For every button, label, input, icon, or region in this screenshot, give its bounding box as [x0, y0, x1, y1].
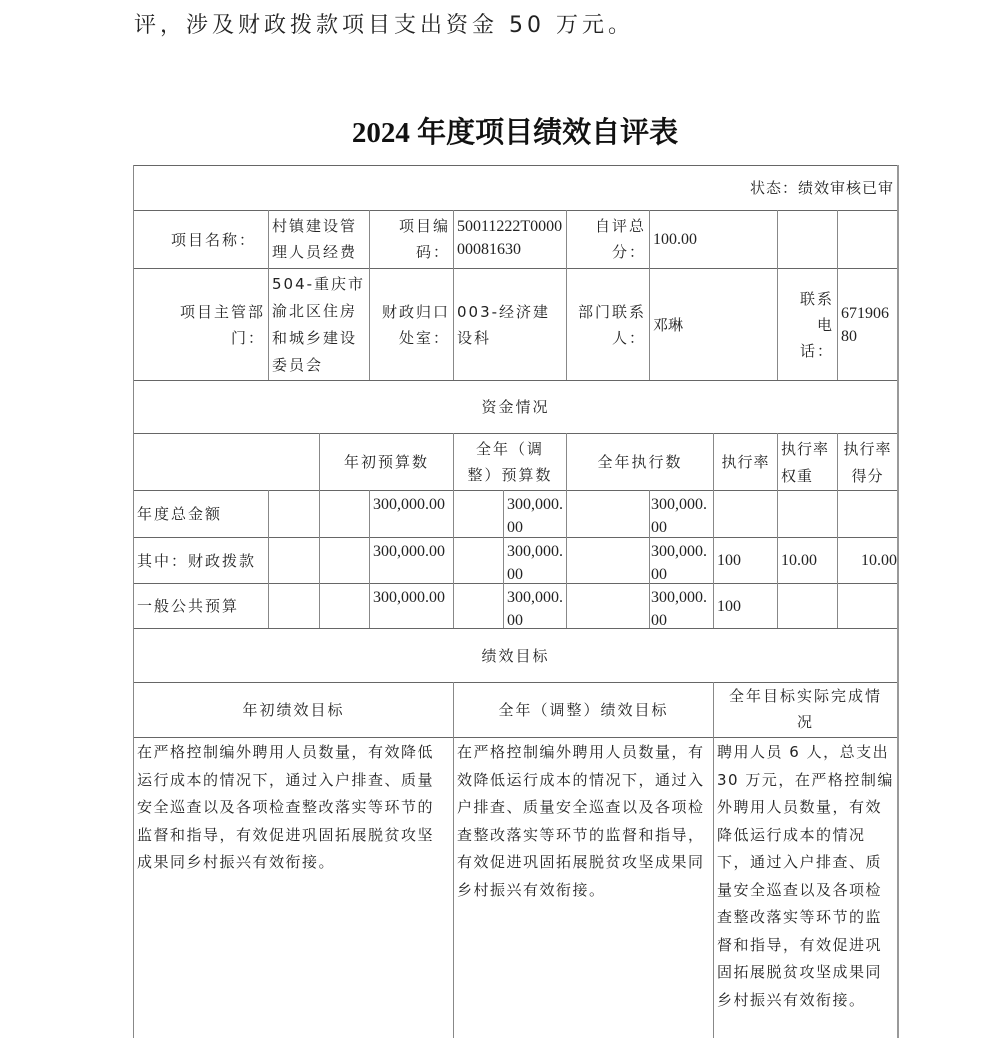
- self-score-value: 100.00: [653, 231, 697, 248]
- project-name-label: 项目名称：: [170, 230, 256, 249]
- funds-initial-value: 300,000.00: [373, 589, 445, 606]
- contact-value: 邓琳: [653, 315, 684, 334]
- funds-adjusted-value: 300,000.00: [507, 496, 563, 536]
- finance-office-label: 财政归口处室：: [381, 302, 450, 347]
- funds-section-title: 资金情况: [481, 398, 550, 416]
- funds-executed-value: 300,000.00: [651, 496, 707, 536]
- goals-header-actual: 全年目标实际完成情况: [728, 687, 882, 731]
- finance-office-value: 003-经济建设科: [457, 302, 551, 347]
- funds-executed-value: 300,000.00: [651, 589, 707, 628]
- funds-rate-value: 100: [717, 597, 741, 615]
- dept-value: 504-重庆市渝北区住房和城乡建设委员会: [272, 275, 366, 374]
- funds-adjusted-value: 300,000.00: [507, 589, 563, 628]
- goals-header-initial: 年初绩效目标: [242, 701, 345, 719]
- divider: [453, 490, 454, 628]
- phone-value: 67190680: [841, 304, 889, 345]
- goals-adjusted-text: 在严格控制编外聘用人员数量，有效降低运行成本的情况下，通过入户排查、质量安全巡查以及各项检查整改落实等环节的监督和指导，有效促进巩固拓展脱贫攻坚成果同乡村振兴有效衔接。: [457, 743, 705, 899]
- divider: [319, 490, 320, 628]
- funds-row-label: 年度总金额: [137, 505, 223, 523]
- funds-header-score: 执行率得分: [843, 440, 892, 485]
- phone-label: 联系电话：: [799, 289, 834, 360]
- page-title: 2024 年度项目绩效自评表: [351, 117, 679, 149]
- project-name-value: 村镇建设管理人员经费: [272, 217, 358, 261]
- funds-weight-value: 10.00: [781, 552, 817, 569]
- self-score-label: 自评总分：: [594, 217, 646, 261]
- goals-initial-text: 在严格控制编外聘用人员数量，有效降低运行成本的情况下，通过入户排查、质量安全巡查以及各项检查整改落实等环节的监督和指导，有效促进巩固拓展脱贫攻坚成果同乡村振兴有效衔接。: [137, 743, 435, 871]
- funds-header-adjusted: 全年（调整）预算数: [467, 440, 553, 484]
- funds-header-rate: 执行率: [721, 453, 770, 471]
- funds-header-executed: 全年执行数: [597, 453, 683, 471]
- divider: [897, 165, 899, 1038]
- funds-initial-value: 300,000.00: [373, 496, 445, 513]
- funds-header-initial: 年初预算数: [343, 453, 429, 471]
- funds-rate-value: [714, 491, 777, 537]
- goals-header-adjusted: 全年（调整）绩效目标: [498, 701, 669, 719]
- funds-row-label: 一般公共预算: [137, 597, 240, 615]
- funds-rate-value: 100: [717, 552, 741, 569]
- dept-label: 项目主管部门：: [179, 302, 265, 347]
- funds-weight-value: [778, 584, 837, 628]
- goals-actual-text: 聘用人员 6 人，总支出 30 万元，在严格控制编外聘用人员数量，有效降低运行成本的情况下，通过入户排查、质量安全巡查以及各项检查整改落实等环节的监督和指导，有效促进巩固拓展脱贫攻坚成果同乡村振兴有效衔接。: [717, 743, 894, 1009]
- contact-label: 部门联系人：: [577, 302, 646, 347]
- funds-initial-value: 300,000.00: [373, 543, 445, 560]
- funds-header-weight: 执行率权重: [781, 440, 830, 485]
- project-code-label: 项目编码：: [398, 217, 450, 261]
- funds-score-value: 10.00: [861, 552, 897, 569]
- funds-score-value: [838, 584, 897, 628]
- funds-adjusted-value: 300,000.00: [507, 543, 563, 583]
- divider: [268, 490, 269, 628]
- divider: [566, 490, 567, 628]
- funds-executed-value: 300,000.00: [651, 543, 707, 583]
- goals-section-title: 绩效目标: [481, 646, 550, 665]
- funds-score-value: [838, 491, 897, 537]
- status-text: 状态：绩效审核已审: [749, 179, 894, 197]
- divider: [133, 737, 899, 738]
- funds-row-label: 其中：财政拨款: [137, 551, 257, 570]
- funds-weight-value: [778, 491, 837, 537]
- intro-text: 评，涉及财政拨款项目支出资金 50 万元。: [134, 13, 634, 38]
- project-code-value: 50011222T000000081630: [457, 218, 563, 258]
